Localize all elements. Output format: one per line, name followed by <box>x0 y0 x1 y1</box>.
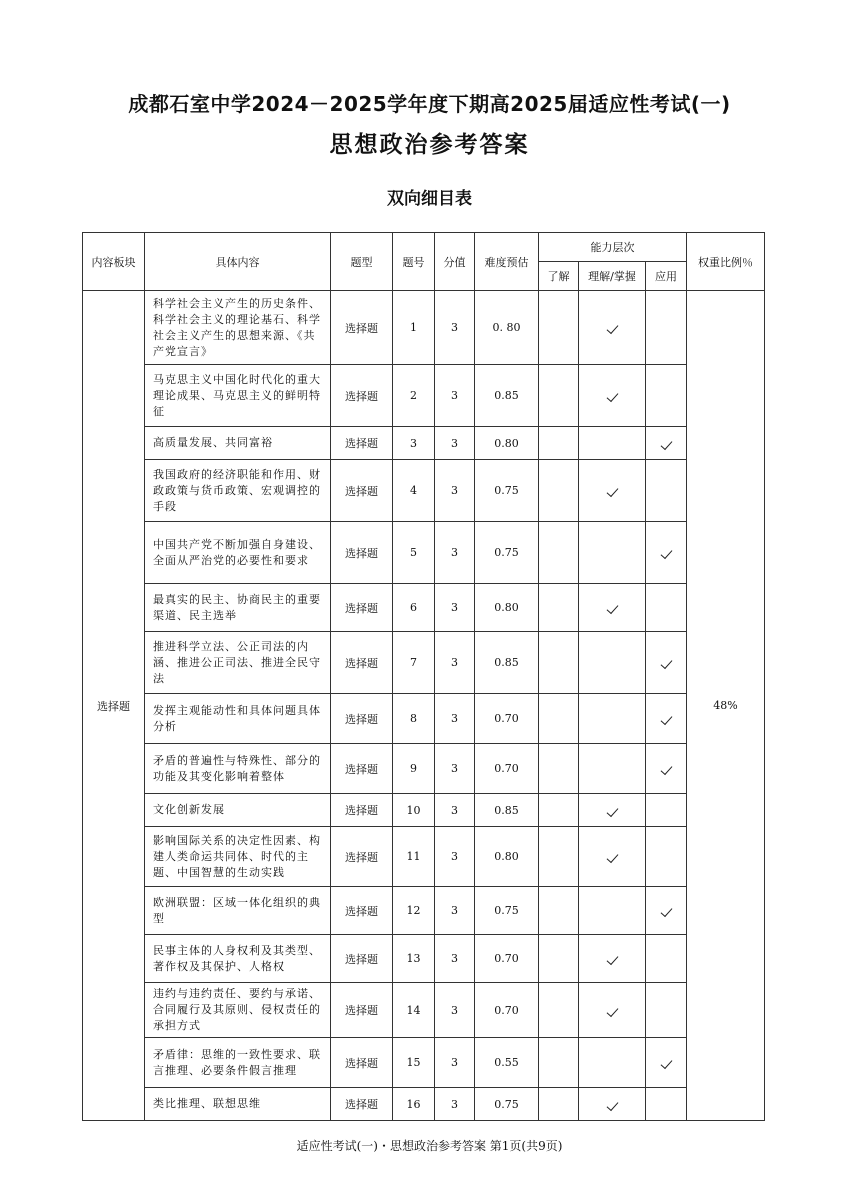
weight-cell: 48% <box>687 291 765 1121</box>
table-row <box>83 427 765 460</box>
check-mark-icon <box>660 1057 672 1069</box>
table-body <box>83 291 765 1121</box>
ability-cell-0 <box>539 1088 579 1121</box>
score-cell: 3 <box>435 632 475 694</box>
content-cell: 矛盾律：思维的一致性要求、联言推理、必要条件假言推理 <box>145 1038 331 1088</box>
content-cell: 推进科学立法、公正司法的内涵、推进公正司法、推进全民守法 <box>145 632 331 694</box>
table-row <box>83 744 765 794</box>
type-cell: 选择题 <box>331 1088 393 1121</box>
score-cell: 3 <box>435 522 475 584</box>
ability-cell-2 <box>646 365 687 427</box>
ability-cell-0 <box>539 632 579 694</box>
table-row <box>83 584 765 632</box>
table-row <box>83 1088 765 1121</box>
ability-cell-2 <box>646 935 687 983</box>
content-cell: 违约与违约责任、要约与承诺、合同履行及其原则、侵权责任的承担方式 <box>145 983 331 1038</box>
number-cell: 7 <box>393 632 435 694</box>
ability-cell-2 <box>646 744 687 794</box>
ability-cell-0 <box>539 887 579 935</box>
header-type: 题型 <box>331 233 393 291</box>
page-footer: 适应性考试(一)・思想政治参考答案 第1页(共9页) <box>296 1139 563 1153</box>
ability-cell-2 <box>646 983 687 1038</box>
type-cell: 选择题 <box>331 522 393 584</box>
header-ability-understand: 理解/掌握 <box>579 262 646 291</box>
ability-cell-1 <box>579 935 646 983</box>
ability-cell-0 <box>539 1038 579 1088</box>
number-cell: 9 <box>393 744 435 794</box>
table-row <box>83 983 765 1038</box>
score-cell: 3 <box>435 744 475 794</box>
type-cell: 选择题 <box>331 887 393 935</box>
content-cell: 高质量发展、共同富裕 <box>145 427 331 460</box>
table-row <box>83 1038 765 1088</box>
ability-cell-0 <box>539 827 579 887</box>
difficulty-cell: 0.85 <box>475 365 539 427</box>
number-cell: 16 <box>393 1088 435 1121</box>
number-cell: 3 <box>393 427 435 460</box>
difficulty-cell: 0.70 <box>475 935 539 983</box>
ability-cell-0 <box>539 365 579 427</box>
check-mark-icon <box>606 851 618 863</box>
content-cell: 科学社会主义产生的历史条件、科学社会主义的理论基石、科学社会主义产生的思想来源、《共产党宣言》 <box>145 291 331 365</box>
difficulty-cell: 0.85 <box>475 632 539 694</box>
type-cell: 选择题 <box>331 794 393 827</box>
ability-cell-1 <box>579 694 646 744</box>
score-cell: 3 <box>435 827 475 887</box>
ability-cell-1 <box>579 887 646 935</box>
document-title: 成都石室中学2024－2025学年度下期高2025届适应性考试(一) <box>128 92 731 116</box>
content-cell: 欧洲联盟：区域一体化组织的典型 <box>145 887 331 935</box>
ability-cell-0 <box>539 694 579 744</box>
type-cell: 选择题 <box>331 460 393 522</box>
ability-cell-1 <box>579 584 646 632</box>
content-cell: 中国共产党不断加强自身建设、全面从严治党的必要性和要求 <box>145 522 331 584</box>
difficulty-cell: 0.80 <box>475 584 539 632</box>
check-mark-icon <box>660 657 672 669</box>
type-cell: 选择题 <box>331 744 393 794</box>
score-cell: 3 <box>435 694 475 744</box>
table-row <box>83 291 765 365</box>
ability-cell-1 <box>579 1088 646 1121</box>
difficulty-cell: 0. 80 <box>475 291 539 365</box>
header-ability-apply: 应用 <box>646 262 687 291</box>
ability-cell-2 <box>646 291 687 365</box>
table-header <box>83 233 765 291</box>
ability-cell-1 <box>579 291 646 365</box>
type-cell: 选择题 <box>331 983 393 1038</box>
ability-cell-2 <box>646 460 687 522</box>
difficulty-cell: 0.75 <box>475 887 539 935</box>
ability-cell-2 <box>646 827 687 887</box>
ability-cell-1 <box>579 460 646 522</box>
check-mark-icon <box>606 322 618 334</box>
header-difficulty: 难度预估 <box>475 233 539 291</box>
difficulty-cell: 0.80 <box>475 427 539 460</box>
difficulty-cell: 0.75 <box>475 1088 539 1121</box>
ability-cell-2 <box>646 887 687 935</box>
check-mark-icon <box>606 602 618 614</box>
type-cell: 选择题 <box>331 427 393 460</box>
number-cell: 15 <box>393 1038 435 1088</box>
content-cell: 影响国际关系的决定性因素、构建人类命运共同体、时代的主题、中国智慧的生动实践 <box>145 827 331 887</box>
type-cell: 选择题 <box>331 1038 393 1088</box>
number-cell: 11 <box>393 827 435 887</box>
score-cell: 3 <box>435 584 475 632</box>
ability-cell-2 <box>646 584 687 632</box>
difficulty-cell: 0.70 <box>475 983 539 1038</box>
ability-cell-2 <box>646 1088 687 1121</box>
ability-cell-1 <box>579 365 646 427</box>
check-mark-icon <box>660 763 672 775</box>
check-mark-icon <box>606 804 618 816</box>
score-cell: 3 <box>435 1038 475 1088</box>
ability-cell-0 <box>539 427 579 460</box>
number-cell: 14 <box>393 983 435 1038</box>
score-cell: 3 <box>435 427 475 460</box>
ability-cell-0 <box>539 794 579 827</box>
table-row <box>83 887 765 935</box>
table-row <box>83 522 765 584</box>
table-row <box>83 694 765 744</box>
table-row <box>83 935 765 983</box>
check-mark-icon <box>606 485 618 497</box>
difficulty-cell: 0.85 <box>475 794 539 827</box>
difficulty-cell: 0.55 <box>475 1038 539 1088</box>
score-cell: 3 <box>435 935 475 983</box>
ability-cell-1 <box>579 794 646 827</box>
ability-cell-1 <box>579 1038 646 1088</box>
content-cell: 我国政府的经济职能和作用、财政政策与货币政策、宏观调控的手段 <box>145 460 331 522</box>
header-block: 内容板块 <box>83 233 145 291</box>
ability-cell-2 <box>646 427 687 460</box>
type-cell: 选择题 <box>331 694 393 744</box>
difficulty-cell: 0.70 <box>475 744 539 794</box>
number-cell: 2 <box>393 365 435 427</box>
type-cell: 选择题 <box>331 827 393 887</box>
ability-cell-2 <box>646 794 687 827</box>
content-cell: 民事主体的人身权利及其类型、著作权及其保护、人格权 <box>145 935 331 983</box>
score-cell: 3 <box>435 794 475 827</box>
ability-cell-1 <box>579 522 646 584</box>
header-ability: 能力层次 <box>539 233 687 262</box>
number-cell: 13 <box>393 935 435 983</box>
score-cell: 3 <box>435 983 475 1038</box>
number-cell: 1 <box>393 291 435 365</box>
ability-cell-0 <box>539 584 579 632</box>
number-cell: 4 <box>393 460 435 522</box>
number-cell: 6 <box>393 584 435 632</box>
table-row <box>83 827 765 887</box>
check-mark-icon <box>606 953 618 965</box>
header-content: 具体内容 <box>145 233 331 291</box>
check-mark-icon <box>660 713 672 725</box>
ability-cell-2 <box>646 632 687 694</box>
block-cell: 选择题 <box>83 291 145 1121</box>
ability-cell-2 <box>646 1038 687 1088</box>
content-cell: 发挥主观能动性和具体问题具体分析 <box>145 694 331 744</box>
ability-cell-2 <box>646 694 687 744</box>
type-cell: 选择题 <box>331 584 393 632</box>
check-mark-icon <box>606 1004 618 1016</box>
ability-cell-0 <box>539 460 579 522</box>
type-cell: 选择题 <box>331 935 393 983</box>
document-subtitle: 思想政治参考答案 <box>329 132 530 158</box>
difficulty-cell: 0.75 <box>475 460 539 522</box>
number-cell: 10 <box>393 794 435 827</box>
ability-cell-2 <box>646 522 687 584</box>
check-mark-icon <box>660 547 672 559</box>
check-mark-icon <box>660 437 672 449</box>
score-cell: 3 <box>435 365 475 427</box>
ability-cell-0 <box>539 522 579 584</box>
check-mark-icon <box>606 1098 618 1110</box>
ability-cell-0 <box>539 291 579 365</box>
check-mark-icon <box>660 905 672 917</box>
ability-cell-0 <box>539 983 579 1038</box>
score-cell: 3 <box>435 291 475 365</box>
content-cell: 矛盾的普遍性与特殊性、部分的功能及其变化影响着整体 <box>145 744 331 794</box>
number-cell: 12 <box>393 887 435 935</box>
content-cell: 类比推理、联想思维 <box>145 1088 331 1121</box>
content-cell: 最真实的民主、协商民主的重要渠道、民主选举 <box>145 584 331 632</box>
type-cell: 选择题 <box>331 632 393 694</box>
check-mark-icon <box>606 390 618 402</box>
score-cell: 3 <box>435 460 475 522</box>
content-cell: 马克思主义中国化时代化的重大理论成果、马克思主义的鲜明特征 <box>145 365 331 427</box>
table-row <box>83 365 765 427</box>
table-row <box>83 460 765 522</box>
ability-cell-1 <box>579 744 646 794</box>
ability-cell-1 <box>579 632 646 694</box>
ability-cell-1 <box>579 983 646 1038</box>
header-score: 分值 <box>435 233 475 291</box>
ability-cell-1 <box>579 827 646 887</box>
type-cell: 选择题 <box>331 291 393 365</box>
difficulty-cell: 0.75 <box>475 522 539 584</box>
score-cell: 3 <box>435 887 475 935</box>
two-way-spec-table <box>82 232 765 1121</box>
difficulty-cell: 0.70 <box>475 694 539 744</box>
number-cell: 8 <box>393 694 435 744</box>
ability-cell-0 <box>539 935 579 983</box>
ability-cell-1 <box>579 427 646 460</box>
header-ability-know: 了解 <box>539 262 579 291</box>
score-cell: 3 <box>435 1088 475 1121</box>
difficulty-cell: 0.80 <box>475 827 539 887</box>
number-cell: 5 <box>393 522 435 584</box>
table-row <box>83 794 765 827</box>
ability-cell-0 <box>539 744 579 794</box>
content-cell: 文化创新发展 <box>145 794 331 827</box>
table-row <box>83 632 765 694</box>
header-number: 题号 <box>393 233 435 291</box>
type-cell: 选择题 <box>331 365 393 427</box>
header-weight: 权重比例％ <box>687 233 765 291</box>
section-title: 双向细目表 <box>387 189 472 209</box>
